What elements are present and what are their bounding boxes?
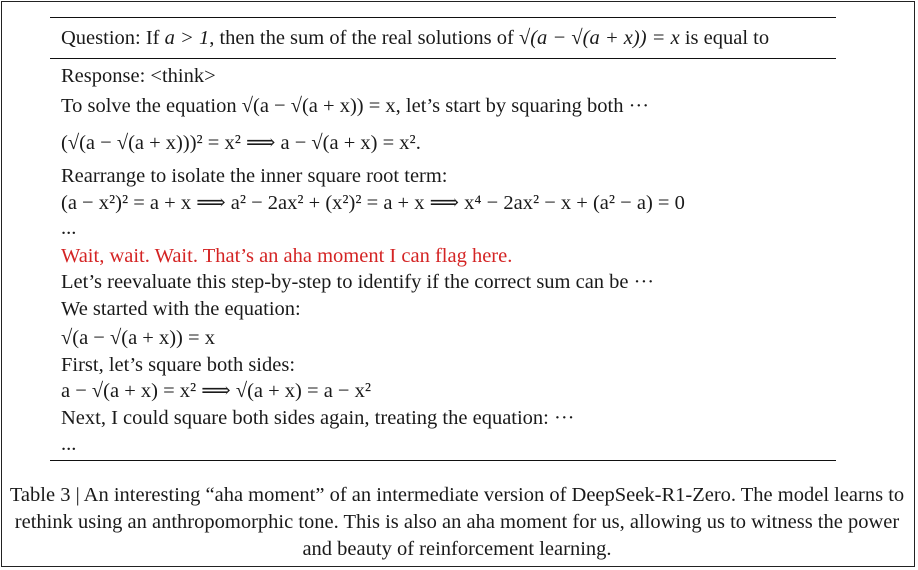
response-line-1: To solve the equation √(a − √(a + x)) = x, let’s start by squaring both ··· <box>61 95 650 117</box>
response-line-7: Let’s reevaluate this step-by-step to identify if the correct sum can be ··· <box>61 271 655 293</box>
response-line-8: We started with the equation: <box>61 298 301 320</box>
response-line-12: Next, I could square both sides again, treating the equation: ··· <box>61 407 575 429</box>
bottom-rule <box>50 460 836 461</box>
question-condition: a > 1 <box>164 27 210 49</box>
question-equation: √(a − √(a + x)) = x <box>518 27 680 49</box>
table-caption: Table 3 | An interesting “aha moment” of an intermediate version of DeepSeek-R1-Zero. The model learns to rethink using an anthropomorphic tone. This is also an aha moment for us, allowing us to witness the power and beauty of reinforcement learning. <box>9 484 905 560</box>
response-line-3: Rearrange to isolate the inner square root term: <box>61 165 448 187</box>
response-line-5: ... <box>61 217 77 239</box>
response-line-11: a − √(a + x) = x² ⟹ √(a + x) = a − x² <box>61 380 372 402</box>
aha-moment-line: Wait, wait. Wait. That’s an aha moment I can flag here. <box>61 245 513 267</box>
response-header: Response: <think> <box>61 65 216 87</box>
question-line: Question: If a > 1, then the sum of the real solutions of √(a − √(a + x)) = x is equal to <box>61 27 770 49</box>
header-rule <box>50 58 836 59</box>
response-line-13: ... <box>61 433 77 455</box>
response-line-2: (√(a − √(a + x)))² = x² ⟹ a − √(a + x) = x². <box>61 132 421 154</box>
top-rule <box>50 17 836 18</box>
response-line-10: First, let’s square both sides: <box>61 354 296 376</box>
response-line-9: √(a − √(a + x)) = x <box>61 327 215 349</box>
response-line-4: (a − x²)² = a + x ⟹ a² − 2ax² + (x²)² = a + x ⟹ x⁴ − 2ax² − x + (a² − a) = 0 <box>61 192 685 214</box>
